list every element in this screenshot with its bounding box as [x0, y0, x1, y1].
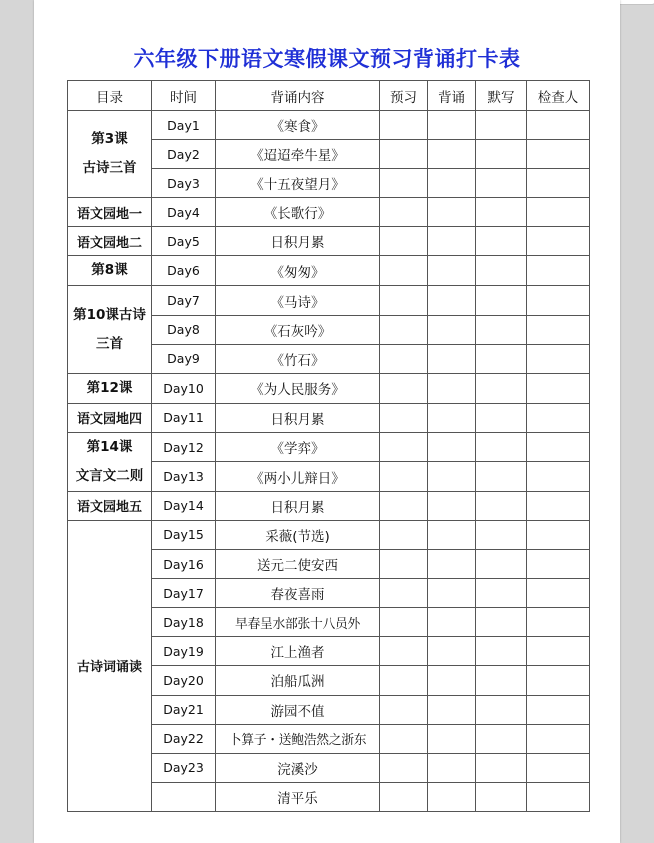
dictation-checkbox-cell[interactable]: [476, 227, 527, 256]
day-cell: Day23: [152, 753, 216, 782]
recite-checkbox-cell[interactable]: [428, 491, 476, 520]
catalog-line: 文言文二则: [75, 467, 144, 484]
recite-content-cell: 江上渔者: [216, 637, 380, 666]
checker-cell[interactable]: [527, 695, 590, 724]
recite-content-cell: 《长歌行》: [216, 198, 380, 227]
catalog-line: 语文园地一: [76, 206, 142, 222]
day-cell: Day14: [152, 491, 216, 520]
catalog-line: 第3课: [91, 131, 128, 148]
checker-cell[interactable]: [527, 373, 590, 403]
table-row: [68, 227, 590, 256]
recite-content-cell: 《为人民服务》: [216, 373, 380, 403]
catalog-cell: [68, 227, 152, 256]
table-row: [68, 491, 590, 520]
recite-checkbox-cell[interactable]: [428, 579, 476, 608]
dictation-checkbox-cell[interactable]: [476, 169, 527, 198]
recite-content-cell: 《竹石》: [216, 344, 380, 373]
dictation-checkbox-cell[interactable]: [476, 608, 527, 637]
day-cell: Day2: [152, 140, 216, 169]
header-row: [68, 81, 590, 111]
recite-content-cell: 日积月累: [216, 491, 380, 520]
checker-cell[interactable]: [527, 169, 590, 198]
preview-checkbox-cell[interactable]: [380, 753, 428, 782]
preview-checkbox-cell[interactable]: [380, 462, 428, 492]
catalog-line: 语文园地四: [76, 412, 142, 428]
recite-checkbox-cell[interactable]: [428, 724, 476, 753]
dictation-checkbox-cell[interactable]: [476, 491, 527, 520]
recite-content-cell: 卜算子・送鲍浩然之浙东: [216, 724, 380, 753]
dictation-checkbox-cell[interactable]: [476, 198, 527, 227]
checker-cell[interactable]: [527, 315, 590, 344]
day-cell: Day8: [152, 315, 216, 344]
preview-checkbox-cell[interactable]: [380, 140, 428, 169]
catalog-line: 第8课: [91, 262, 128, 279]
preview-checkbox-cell[interactable]: [380, 579, 428, 608]
day-cell: Day4: [152, 198, 216, 227]
catalog-cell: [68, 111, 152, 198]
dictation-checkbox-cell[interactable]: [476, 140, 527, 169]
checker-cell[interactable]: [527, 140, 590, 169]
preview-checkbox-cell[interactable]: [380, 227, 428, 256]
preview-checkbox-cell[interactable]: [380, 520, 428, 549]
checker-cell[interactable]: [527, 227, 590, 256]
catalog-line: 第14课: [86, 438, 133, 455]
table-row: [68, 432, 590, 462]
checker-cell[interactable]: [527, 491, 590, 520]
dictation-checkbox-cell[interactable]: [476, 724, 527, 753]
catalog-line: 三首: [96, 335, 123, 352]
day-cell: Day9: [152, 344, 216, 373]
checker-cell[interactable]: [527, 432, 590, 462]
checkin-table: [67, 80, 590, 812]
checker-cell[interactable]: [527, 256, 590, 286]
recite-checkbox-cell[interactable]: [428, 520, 476, 549]
checker-cell[interactable]: [527, 637, 590, 666]
preview-checkbox-cell[interactable]: [380, 169, 428, 198]
checker-cell[interactable]: [527, 608, 590, 637]
recite-checkbox-cell[interactable]: [428, 695, 476, 724]
recite-checkbox-cell[interactable]: [428, 782, 476, 811]
recite-content-cell: 浣溪沙: [216, 753, 380, 782]
day-cell: [152, 782, 216, 811]
recite-checkbox-cell[interactable]: [428, 373, 476, 403]
recite-content-cell: 《两小儿辩日》: [216, 462, 380, 492]
checker-cell[interactable]: [527, 520, 590, 549]
preview-checkbox-cell[interactable]: [380, 373, 428, 403]
header-time: 时间: [152, 81, 216, 111]
recite-checkbox-cell[interactable]: [428, 140, 476, 169]
catalog-cell: [68, 256, 152, 286]
dictation-checkbox-cell[interactable]: [476, 637, 527, 666]
catalog-line: 古诗词诵读: [76, 660, 142, 676]
recite-content-cell: 《寒食》: [216, 111, 380, 140]
preview-checkbox-cell[interactable]: [380, 344, 428, 373]
catalog-cell: [68, 286, 152, 373]
page-title: 六年级下册语文寒假课文预习背诵打卡表: [133, 47, 521, 71]
dictation-checkbox-cell[interactable]: [476, 373, 527, 403]
preview-checkbox-cell[interactable]: [380, 315, 428, 344]
recite-checkbox-cell[interactable]: [428, 462, 476, 492]
dictation-checkbox-cell[interactable]: [476, 550, 527, 579]
recite-checkbox-cell[interactable]: [428, 315, 476, 344]
preview-checkbox-cell[interactable]: [380, 550, 428, 579]
recite-content-cell: 《学弈》: [216, 432, 380, 462]
recite-checkbox-cell[interactable]: [428, 753, 476, 782]
catalog-cell: [68, 373, 152, 403]
catalog-line: 第12课: [86, 379, 133, 396]
day-cell: Day10: [152, 373, 216, 403]
recite-content-cell: 日积月累: [216, 403, 380, 432]
dictation-checkbox-cell[interactable]: [476, 462, 527, 492]
document-page: [34, 0, 620, 843]
recite-checkbox-cell[interactable]: [428, 403, 476, 432]
day-cell: Day6: [152, 256, 216, 286]
recite-content-cell: 早春呈水部张十八员外: [216, 608, 380, 637]
recite-checkbox-cell[interactable]: [428, 169, 476, 198]
dictation-checkbox-cell[interactable]: [476, 344, 527, 373]
dictation-checkbox-cell[interactable]: [476, 782, 527, 811]
catalog-cell: [68, 198, 152, 227]
recite-checkbox-cell[interactable]: [428, 227, 476, 256]
header-checker: 检查人: [527, 81, 590, 111]
table-row: [68, 198, 590, 227]
recite-content-cell: 采薇(节选): [216, 520, 380, 549]
preview-checkbox-cell[interactable]: [380, 637, 428, 666]
dictation-checkbox-cell[interactable]: [476, 695, 527, 724]
catalog-cell: [68, 403, 152, 432]
checker-cell[interactable]: [527, 753, 590, 782]
dictation-checkbox-cell[interactable]: [476, 256, 527, 286]
preview-checkbox-cell[interactable]: [380, 256, 428, 286]
dictation-checkbox-cell[interactable]: [476, 315, 527, 344]
preview-checkbox-cell[interactable]: [380, 491, 428, 520]
day-cell: Day21: [152, 695, 216, 724]
recite-content-cell: 日积月累: [216, 227, 380, 256]
day-cell: Day20: [152, 666, 216, 695]
header-content: 背诵内容: [216, 81, 380, 111]
dictation-checkbox-cell[interactable]: [476, 111, 527, 140]
dictation-checkbox-cell[interactable]: [476, 403, 527, 432]
recite-checkbox-cell[interactable]: [428, 198, 476, 227]
dictation-checkbox-cell[interactable]: [476, 520, 527, 549]
header-preview: 预习: [380, 81, 428, 111]
preview-checkbox-cell[interactable]: [380, 198, 428, 227]
recite-checkbox-cell[interactable]: [428, 111, 476, 140]
recite-checkbox-cell[interactable]: [428, 666, 476, 695]
table-row: [68, 286, 590, 315]
header-dictation: 默写: [476, 81, 527, 111]
dictation-checkbox-cell[interactable]: [476, 753, 527, 782]
table-body: [68, 111, 590, 812]
preview-checkbox-cell[interactable]: [380, 608, 428, 637]
dictation-checkbox-cell[interactable]: [476, 286, 527, 315]
recite-content-cell: 《迢迢牵牛星》: [216, 140, 380, 169]
checker-cell[interactable]: [527, 462, 590, 492]
catalog-line: 第10课古诗: [73, 306, 146, 323]
day-cell: Day19: [152, 637, 216, 666]
recite-checkbox-cell[interactable]: [428, 256, 476, 286]
day-cell: Day13: [152, 462, 216, 492]
recite-content-cell: 送元二使安西: [216, 550, 380, 579]
preview-checkbox-cell[interactable]: [380, 111, 428, 140]
day-cell: Day18: [152, 608, 216, 637]
day-cell: Day3: [152, 169, 216, 198]
checker-cell[interactable]: [527, 344, 590, 373]
preview-checkbox-cell[interactable]: [380, 724, 428, 753]
recite-content-cell: 泊船瓜洲: [216, 666, 380, 695]
preview-checkbox-cell[interactable]: [380, 432, 428, 462]
day-cell: Day15: [152, 520, 216, 549]
checker-cell[interactable]: [527, 286, 590, 315]
recite-content-cell: 游园不值: [216, 695, 380, 724]
recite-checkbox-cell[interactable]: [428, 608, 476, 637]
recite-content-cell: 《十五夜望月》: [216, 169, 380, 198]
day-cell: Day5: [152, 227, 216, 256]
checker-cell[interactable]: [527, 782, 590, 811]
preview-checkbox-cell[interactable]: [380, 286, 428, 315]
recite-content-cell: 《石灰吟》: [216, 315, 380, 344]
catalog-cell: [68, 432, 152, 491]
checker-cell[interactable]: [527, 550, 590, 579]
day-cell: Day7: [152, 286, 216, 315]
checker-cell[interactable]: [527, 666, 590, 695]
table-row: [68, 256, 590, 286]
catalog-line: 语文园地五: [76, 500, 142, 516]
preview-checkbox-cell[interactable]: [380, 666, 428, 695]
catalog-cell: [68, 520, 152, 811]
preview-checkbox-cell[interactable]: [380, 782, 428, 811]
recite-content-cell: 《马诗》: [216, 286, 380, 315]
day-cell: Day12: [152, 432, 216, 462]
recite-checkbox-cell[interactable]: [428, 432, 476, 462]
recite-checkbox-cell[interactable]: [428, 286, 476, 315]
checker-cell[interactable]: [527, 724, 590, 753]
catalog-cell: [68, 491, 152, 520]
day-cell: Day11: [152, 403, 216, 432]
day-cell: Day17: [152, 579, 216, 608]
dictation-checkbox-cell[interactable]: [476, 666, 527, 695]
checker-cell[interactable]: [527, 198, 590, 227]
checker-cell[interactable]: [527, 403, 590, 432]
checker-cell[interactable]: [527, 111, 590, 140]
catalog-line: 古诗三首: [82, 160, 137, 177]
recite-checkbox-cell[interactable]: [428, 344, 476, 373]
recite-content-cell: 春夜喜雨: [216, 579, 380, 608]
day-cell: Day1: [152, 111, 216, 140]
recite-content-cell: 《匆匆》: [216, 256, 380, 286]
header-recite: 背诵: [428, 81, 476, 111]
recite-content-cell: 清平乐: [216, 782, 380, 811]
dictation-checkbox-cell[interactable]: [476, 579, 527, 608]
table-row: [68, 403, 590, 432]
dictation-checkbox-cell[interactable]: [476, 432, 527, 462]
table-row: [68, 520, 590, 549]
checker-cell[interactable]: [527, 579, 590, 608]
recite-checkbox-cell[interactable]: [428, 550, 476, 579]
preview-checkbox-cell[interactable]: [380, 403, 428, 432]
recite-checkbox-cell[interactable]: [428, 637, 476, 666]
table-row: [68, 373, 590, 403]
table-row: [68, 111, 590, 140]
header-catalog: 目录: [68, 81, 152, 111]
preview-checkbox-cell[interactable]: [380, 695, 428, 724]
day-cell: Day16: [152, 550, 216, 579]
catalog-line: 语文园地二: [76, 235, 142, 251]
day-cell: Day22: [152, 724, 216, 753]
